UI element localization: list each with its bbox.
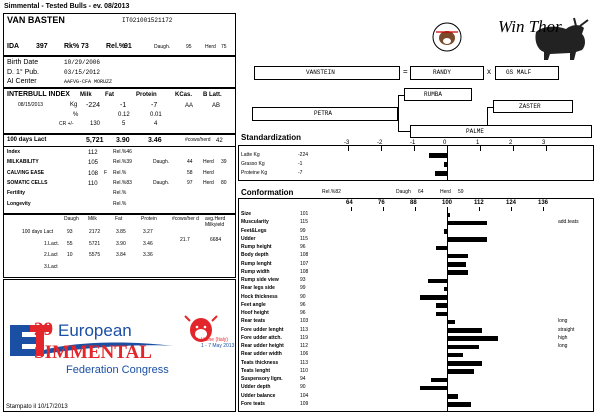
conf-bar xyxy=(447,369,474,374)
ai-center-value: AAFVG-CFA MORUZZ xyxy=(64,79,113,85)
divider xyxy=(4,146,235,147)
conf-bar xyxy=(447,345,479,350)
conf-row-name: Muscularity xyxy=(241,219,269,226)
lact100-fat: 3.90 xyxy=(116,137,130,144)
pedigree-sire-sire: RANDY xyxy=(433,69,452,76)
conf-row-value: 106 xyxy=(300,351,309,358)
ai-center-label: AI Center xyxy=(7,78,37,85)
ib-protein-pct: 0.01 xyxy=(150,112,162,118)
conf-row-value: 113 xyxy=(300,359,308,366)
pedigree-dam-sire: RUMBA xyxy=(424,91,443,98)
lact-cell-fat: 3.85 xyxy=(116,229,126,235)
index-daugh-label: Daugh. xyxy=(153,159,170,166)
conf-row-name: Udder balance xyxy=(241,392,276,399)
conf-bar xyxy=(447,237,487,242)
conf-bar xyxy=(447,353,463,358)
conf-row-name: Feet&Legs xyxy=(241,227,267,234)
index-value: 110 xyxy=(88,180,98,187)
conf-bar xyxy=(447,328,482,333)
conf-bar xyxy=(431,378,447,383)
lact100-milk: 5,721 xyxy=(86,137,104,144)
pedigree-eq: = xyxy=(403,67,408,76)
conf-row-value: 115 xyxy=(300,219,308,226)
index-rel: Rel.%39 xyxy=(113,159,132,166)
conf-bar xyxy=(436,312,447,317)
index-daugh-label: Daugh. xyxy=(153,179,170,186)
lact-table-header: Fat xyxy=(115,216,123,222)
index-value: 112 xyxy=(88,150,98,156)
lact-cell-milk: 5575 xyxy=(89,252,101,258)
lact-cell-fat: 3.90 xyxy=(116,240,126,247)
conf-bar xyxy=(447,361,482,366)
ib-pct-label: % xyxy=(73,112,79,118)
std-row-name: Proteine Kg xyxy=(241,170,268,176)
std-tick-label: 3 xyxy=(542,140,546,146)
std-tick-label: -2 xyxy=(377,140,383,146)
conf-row-name: Teats lenght xyxy=(241,367,271,374)
ib-header-protein: Protein xyxy=(136,92,157,98)
index-rel: Rel.% xyxy=(113,200,127,207)
index-flag: F xyxy=(104,169,108,176)
standardization-box xyxy=(238,145,594,181)
index-herd-value: 39 xyxy=(221,159,227,166)
rk-label: Rk% xyxy=(64,43,80,50)
winthor-logo xyxy=(470,8,594,63)
conf-bar xyxy=(447,320,455,325)
conf-row-note: long xyxy=(558,318,568,325)
conf-row-value: 96 xyxy=(300,301,306,308)
conf-row-name: Rump lenght xyxy=(241,260,272,267)
std-bar xyxy=(444,162,447,167)
ib-header-kcas: KCas. xyxy=(175,92,193,98)
conf-tick-mark xyxy=(543,207,544,211)
rk-value: 73 xyxy=(81,43,89,50)
bull-registration: IT021001521172 xyxy=(122,17,173,24)
conf-row-value: 93 xyxy=(300,277,306,283)
conf-row-note: long xyxy=(558,343,568,349)
std-tick-mark xyxy=(414,146,415,151)
conformation-title: Conformation xyxy=(241,188,294,197)
conf-tick-mark xyxy=(415,207,416,211)
conf-tick-label: 64 xyxy=(346,200,353,206)
conf-row-name: Suspensory ligm. xyxy=(241,376,283,382)
lact-cell-cows: 21.7 xyxy=(180,236,190,243)
std-row-value: -1 xyxy=(298,161,303,167)
index-name: CALVING EASE xyxy=(7,169,45,176)
conf-row-value: 119 xyxy=(300,334,308,341)
conf-row-value: 113 xyxy=(300,326,308,333)
conf-row-name: Rear legs side xyxy=(241,285,275,292)
lact-cell-daugh: 55 xyxy=(67,240,73,247)
ib-cr-fat: 5 xyxy=(122,121,126,127)
ib-header-milk: Milk xyxy=(80,92,92,98)
congress-line2: SIMMENTAL xyxy=(34,342,152,363)
std-tick-label: -1 xyxy=(410,140,416,146)
pedigree-dam-dam: PALME xyxy=(466,128,485,135)
conf-row-note: high xyxy=(558,334,568,341)
conf-tick-label: 76 xyxy=(378,200,385,206)
conf-row-note: add.teats xyxy=(558,219,579,226)
index-daugh-value: 58 xyxy=(187,169,193,176)
conf-tick-label: 136 xyxy=(538,200,549,206)
conf-row-name: Rear udder width xyxy=(241,351,282,358)
pedigree-dam-dam-sire: ZASTER xyxy=(519,103,541,110)
lact-cell-protein: 3.36 xyxy=(143,252,153,258)
congress-line1: European xyxy=(58,321,132,340)
conf-daugh-value: 64 xyxy=(418,189,424,195)
index-value: 108 xyxy=(88,170,99,177)
ib-kg-label: Kg xyxy=(70,102,78,108)
pedigree-connector xyxy=(487,107,488,127)
lact-table-header: Daugh xyxy=(64,216,79,222)
index-name: SOMATIC CELLS xyxy=(7,179,48,186)
pedigree-sire: VANSTEIN xyxy=(306,69,335,76)
conf-bar xyxy=(447,270,468,275)
index-rel: Rel.%83 xyxy=(113,179,132,186)
conf-daugh-label: Daugh xyxy=(396,189,411,195)
conf-herd-value: 59 xyxy=(458,189,464,195)
congress-number: 29 xyxy=(34,319,53,340)
conf-bar xyxy=(444,287,447,292)
conf-bar xyxy=(447,336,498,341)
congress-place: Udine (Italy) xyxy=(201,337,228,343)
conf-bar xyxy=(444,229,447,234)
pedigree-connector xyxy=(487,107,493,108)
conformation-box xyxy=(238,198,594,412)
ida-value: 397 xyxy=(36,43,48,50)
std-row-value: -7 xyxy=(298,170,303,176)
conf-row-value: 94 xyxy=(300,376,306,382)
lact-table-header: Protein xyxy=(141,216,157,222)
lact-table-header: Milk xyxy=(88,216,97,222)
conf-bar xyxy=(447,262,466,267)
std-tick-mark xyxy=(480,146,481,151)
conf-row-name: Size xyxy=(241,211,252,217)
conf-bar xyxy=(447,213,450,218)
ib-protein-kg: -7 xyxy=(151,102,158,109)
lact-row-label: 3.Lact xyxy=(44,263,58,270)
conf-tick-mark xyxy=(511,207,512,211)
lact-cell-milk: 2172 xyxy=(89,229,101,235)
page-title: Simmental - Tested Bulls - ev. 08/2013 xyxy=(4,3,130,10)
conf-row-name: Teats thickness xyxy=(241,359,279,366)
ib-fat-kg: -1 xyxy=(120,102,127,109)
conf-row-value: 99 xyxy=(300,285,306,292)
pedigree-dam: PETRA xyxy=(314,110,333,117)
daugh-value: 95 xyxy=(186,44,192,50)
ib-cr-milk: 130 xyxy=(90,121,101,127)
index-herd-label: Herd xyxy=(203,179,214,186)
conf-row-value: 110 xyxy=(300,367,308,374)
ib-milk-kg: -224 xyxy=(86,102,101,109)
lact-row-label: 2.Lact xyxy=(44,252,58,258)
index-name: MILKABILITY xyxy=(7,159,39,166)
ib-kcas: AA xyxy=(185,103,194,109)
conf-row-value: 90 xyxy=(300,384,306,391)
congress-dates: 1 - 7 May 2013 xyxy=(201,343,235,349)
winthor-text: Win Thor xyxy=(498,17,562,36)
conf-row-name: Rump width xyxy=(241,268,270,275)
conf-bar xyxy=(447,221,487,226)
breed-badge-icon xyxy=(432,20,462,54)
std-tick-label: 1 xyxy=(476,140,480,146)
conf-row-name: Body depth xyxy=(241,252,269,259)
conf-bar xyxy=(420,386,447,391)
std-zero-line xyxy=(447,146,448,180)
index-daugh-value: 97 xyxy=(187,179,193,186)
ib-fat-pct: 0.12 xyxy=(118,112,130,118)
std-row-name: Latte Kg xyxy=(241,152,260,158)
std-tick-mark xyxy=(546,146,547,151)
std-tick-mark xyxy=(513,146,514,151)
conf-row-value: 109 xyxy=(300,400,309,407)
conf-row-value: 108 xyxy=(300,252,309,259)
ib-header-blatt: B Latt. xyxy=(203,92,222,98)
index-daugh-value: 44 xyxy=(187,159,193,166)
lact100-cows-label: #cows/herd xyxy=(185,137,211,143)
conf-bar xyxy=(436,303,447,308)
conf-tick-mark xyxy=(351,207,352,211)
bull-name: VAN BASTEN xyxy=(7,15,65,25)
pedigree-connector xyxy=(398,131,410,132)
conf-herd-label: Herd xyxy=(440,189,451,195)
lact-cell-fat: 3.84 xyxy=(116,252,126,258)
index-rel: Rel.% xyxy=(113,169,127,176)
conf-row-value: 101 xyxy=(300,211,309,217)
daugh-label: Daugh. xyxy=(154,44,171,50)
lact-cell-milk: 5721 xyxy=(89,240,101,247)
conf-bar xyxy=(447,254,468,259)
pedigree-sire-dam: GS MALF xyxy=(506,69,532,76)
conf-row-name: Udder xyxy=(241,235,256,242)
lact100-label: 100 days Lact xyxy=(7,137,47,143)
standardization-title: Standardization xyxy=(241,133,302,142)
pedigree-connector xyxy=(398,95,399,132)
pedigree-x: x xyxy=(487,67,491,76)
pub-label: D. 1° Pub. xyxy=(7,69,39,76)
std-row-value: -224 xyxy=(298,152,309,158)
lact-table-header: #cows/her d xyxy=(172,216,199,222)
std-tick-label: -3 xyxy=(344,140,350,146)
index-name: Longevity xyxy=(7,200,31,207)
conf-row-value: 108 xyxy=(300,268,309,275)
conf-tick-label: 124 xyxy=(506,200,517,206)
index-name: Fertility xyxy=(7,190,26,197)
conf-tick-label: 88 xyxy=(410,200,417,206)
congress-line3: Federation Congress xyxy=(66,364,169,376)
pub-value: 03/15/2012 xyxy=(64,69,101,76)
lact-table-header: avg.Herd Milkyield xyxy=(205,216,226,228)
conf-bar xyxy=(447,402,471,407)
conf-row-value: 90 xyxy=(300,293,306,300)
lact100-cows-value: 42 xyxy=(216,138,223,144)
std-bar xyxy=(435,171,447,176)
index-herd-value: 80 xyxy=(221,179,227,186)
conf-row-note: straight xyxy=(558,326,575,333)
interbull-title: INTERBULL INDEX xyxy=(7,91,70,98)
conf-row-value: 96 xyxy=(300,244,306,250)
conf-row-value: 103 xyxy=(300,318,309,325)
std-tick-label: 2 xyxy=(509,140,513,146)
conf-tick-label: 100 xyxy=(442,200,453,206)
std-tick-label: 0 xyxy=(443,140,447,146)
conf-row-name: Rear udder height xyxy=(241,343,284,349)
ib-cr-protein: 4 xyxy=(154,121,158,127)
conf-row-name: Fore udder attch. xyxy=(241,334,282,341)
ib-date: 08/15/2013 xyxy=(18,102,44,108)
printed-date: Stampato il 10/17/2013 xyxy=(6,404,68,410)
conf-bar xyxy=(428,279,447,284)
conf-tick-label: 112 xyxy=(474,200,484,206)
birth-label: Birth Date xyxy=(7,59,39,66)
rel-label: Rel.% xyxy=(106,43,126,50)
ib-header-fat: Fat xyxy=(105,92,114,98)
lact-cell-protein: 3.27 xyxy=(143,229,153,235)
conf-tick-mark xyxy=(383,207,384,211)
conf-row-name: Rear teats xyxy=(241,318,266,325)
conf-row-name: Rump height xyxy=(241,244,272,250)
birth-value: 10/29/2006 xyxy=(64,59,101,66)
conf-bar xyxy=(436,246,447,251)
ib-cr-label: CR +/- xyxy=(59,121,74,127)
std-tick-mark xyxy=(348,146,349,151)
conf-row-name: Udder depth xyxy=(241,384,271,391)
index-rel: Rel.%46 xyxy=(113,149,132,155)
conf-row-name: Rump side view xyxy=(241,277,279,283)
conf-row-value: 104 xyxy=(300,392,309,399)
index-value: 105 xyxy=(88,160,99,167)
std-bar xyxy=(429,153,447,158)
index-rel: Rel.% xyxy=(113,190,127,197)
conf-row-value: 112 xyxy=(300,343,308,349)
conf-bar xyxy=(447,394,458,399)
conf-row-name: Hoof height xyxy=(241,310,269,316)
ida-label: IDA xyxy=(7,43,20,50)
conf-row-name: Hock thickness xyxy=(241,293,278,300)
lact-cell-avg: 6684 xyxy=(210,236,222,243)
index-name: Index xyxy=(7,149,21,155)
lact-cell-daugh: 10 xyxy=(67,252,73,258)
herd-label: Herd xyxy=(205,44,216,50)
std-row-name: Grasso Kg xyxy=(241,161,265,167)
lact-row-label: 1.Lact. xyxy=(44,240,60,247)
lact-row-label: 100 days Lact xyxy=(22,229,54,235)
lact-cell-protein: 3.46 xyxy=(143,240,153,247)
conf-bar xyxy=(420,295,447,300)
conf-tick-mark xyxy=(479,207,480,211)
ib-blatt: AB xyxy=(212,103,221,109)
pedigree-connector xyxy=(398,95,404,96)
conf-row-value: 115 xyxy=(300,235,308,242)
lact-cell-daugh: 93 xyxy=(67,229,73,235)
conf-row-value: 107 xyxy=(300,260,309,267)
lact100-protein: 3.46 xyxy=(148,137,162,144)
conf-row-name: Fore teats xyxy=(241,400,265,407)
conf-row-value: 96 xyxy=(300,310,306,316)
index-herd-label: Herd xyxy=(203,159,214,166)
conf-row-value: 99 xyxy=(300,227,306,234)
std-tick-mark xyxy=(381,146,382,151)
pedigree-dam-dam-box xyxy=(410,125,592,138)
conf-rel: Rel.%82 xyxy=(322,189,341,195)
conf-row-name: Fore udder lenght xyxy=(241,326,284,333)
index-herd-label: Herd xyxy=(203,169,214,176)
herd-value: 75 xyxy=(221,44,227,50)
rel-value: 91 xyxy=(124,43,132,50)
conf-row-name: Feet angle xyxy=(241,301,266,308)
